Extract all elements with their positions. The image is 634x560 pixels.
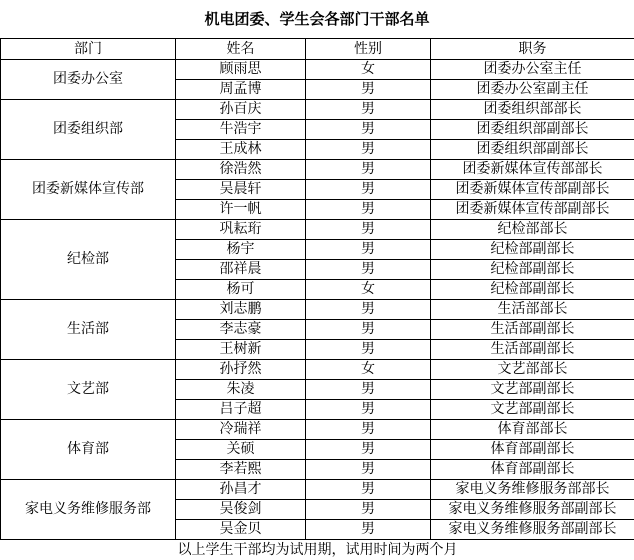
- table-row: [1, 300, 634, 320]
- member-name-cell[interactable]: 王成林: [176, 140, 306, 160]
- sheet-title: 机电团委、学生会各部门干部名单: [204, 10, 430, 28]
- member-name-cell[interactable]: 吴金贝: [176, 520, 306, 540]
- table-row: [1, 480, 634, 500]
- role-cell[interactable]: 团委办公室主任: [431, 60, 634, 80]
- member-name-cell[interactable]: 王树新: [176, 340, 306, 360]
- gender-cell[interactable]: 男: [306, 180, 431, 200]
- gender-cell[interactable]: 男: [306, 140, 431, 160]
- role-cell[interactable]: 体育部副部长: [431, 460, 634, 480]
- department-cell[interactable]: 团委组织部: [1, 100, 176, 160]
- role-cell[interactable]: 团委新媒体宣传部副部长: [431, 180, 634, 200]
- member-name-cell[interactable]: 孙百庆: [176, 100, 306, 120]
- table-row: [1, 60, 634, 80]
- member-name-cell[interactable]: 吴晨轩: [176, 180, 306, 200]
- member-name-cell[interactable]: 孙昌才: [176, 480, 306, 500]
- member-name-cell[interactable]: 吕子超: [176, 400, 306, 420]
- gender-cell[interactable]: 男: [306, 340, 431, 360]
- role-cell[interactable]: 家电义务维修服务部部长: [431, 480, 634, 500]
- gender-cell[interactable]: 男: [306, 120, 431, 140]
- member-name-cell[interactable]: 刘志鹏: [176, 300, 306, 320]
- role-cell[interactable]: 体育部部长: [431, 420, 634, 440]
- header-role[interactable]: 职务: [431, 39, 634, 60]
- table-row: [1, 360, 634, 380]
- gender-cell[interactable]: 女: [306, 60, 431, 80]
- gender-cell[interactable]: 男: [306, 80, 431, 100]
- gender-cell[interactable]: 男: [306, 160, 431, 180]
- member-name-cell[interactable]: 牛浩宇: [176, 120, 306, 140]
- member-name-cell[interactable]: 周孟博: [176, 80, 306, 100]
- gender-cell[interactable]: 男: [306, 200, 431, 220]
- role-cell[interactable]: 文艺部部长: [431, 360, 634, 380]
- role-cell[interactable]: 生活部副部长: [431, 320, 634, 340]
- gender-cell[interactable]: 男: [306, 100, 431, 120]
- gender-cell[interactable]: 男: [306, 300, 431, 320]
- footnote-row: [1, 540, 634, 560]
- role-cell[interactable]: 团委办公室副主任: [431, 80, 634, 100]
- footnote: 以上学生干部均为试用期，试用时间为两个月: [1, 540, 634, 560]
- member-name-cell[interactable]: 李志豪: [176, 320, 306, 340]
- gender-cell[interactable]: 男: [306, 260, 431, 280]
- member-name-cell[interactable]: 徐浩然: [176, 160, 306, 180]
- role-cell[interactable]: 文艺部副部长: [431, 380, 634, 400]
- role-cell[interactable]: 团委新媒体宣传部副部长: [431, 200, 634, 220]
- table-row: [1, 420, 634, 440]
- department-cell[interactable]: 团委办公室: [1, 60, 176, 100]
- table-row: [1, 220, 634, 240]
- gender-cell[interactable]: 男: [306, 400, 431, 420]
- gender-cell[interactable]: 男: [306, 380, 431, 400]
- role-cell[interactable]: 家电义务维修服务部副部长: [431, 520, 634, 540]
- department-cell[interactable]: 纪检部: [1, 220, 176, 300]
- header-row: [1, 39, 634, 60]
- member-name-cell[interactable]: 朱凌: [176, 380, 306, 400]
- role-cell[interactable]: 团委组织部部长: [431, 100, 634, 120]
- gender-cell[interactable]: 男: [306, 240, 431, 260]
- role-cell[interactable]: 团委新媒体宣传部部长: [431, 160, 634, 180]
- gender-cell[interactable]: 男: [306, 440, 431, 460]
- table-row: [1, 100, 634, 120]
- gender-cell[interactable]: 男: [306, 520, 431, 540]
- department-cell[interactable]: 家电义务维修服务部: [1, 480, 176, 540]
- role-cell[interactable]: 团委组织部副部长: [431, 120, 634, 140]
- department-cell[interactable]: 文艺部: [1, 360, 176, 420]
- role-cell[interactable]: 纪检部副部长: [431, 260, 634, 280]
- member-name-cell[interactable]: 李若熙: [176, 460, 306, 480]
- member-name-cell[interactable]: 冷瑞祥: [176, 420, 306, 440]
- gender-cell[interactable]: 男: [306, 460, 431, 480]
- member-name-cell[interactable]: 关硕: [176, 440, 306, 460]
- header-gender[interactable]: 性别: [306, 39, 431, 60]
- role-cell[interactable]: 体育部副部长: [431, 440, 634, 460]
- role-cell[interactable]: 纪检部副部长: [431, 240, 634, 260]
- gender-cell[interactable]: 女: [306, 280, 431, 300]
- member-name-cell[interactable]: 杨宇: [176, 240, 306, 260]
- department-cell[interactable]: 生活部: [1, 300, 176, 360]
- member-name-cell[interactable]: 吴俊剑: [176, 500, 306, 520]
- gender-cell[interactable]: 男: [306, 220, 431, 240]
- role-cell[interactable]: 纪检部副部长: [431, 280, 634, 300]
- member-name-cell[interactable]: 许一帆: [176, 200, 306, 220]
- table-row: [1, 160, 634, 180]
- member-name-cell[interactable]: 孙抒然: [176, 360, 306, 380]
- member-name-cell[interactable]: 杨可: [176, 280, 306, 300]
- member-name-cell[interactable]: 邵祥晨: [176, 260, 306, 280]
- department-cell[interactable]: 体育部: [1, 420, 176, 480]
- gender-cell[interactable]: 男: [306, 420, 431, 440]
- member-name-cell[interactable]: 巩耘珩: [176, 220, 306, 240]
- role-cell[interactable]: 家电义务维修服务部副部长: [431, 500, 634, 520]
- member-name-cell[interactable]: 顾雨思: [176, 60, 306, 80]
- role-cell[interactable]: 文艺部副部长: [431, 400, 634, 420]
- gender-cell[interactable]: 男: [306, 500, 431, 520]
- header-department[interactable]: 部门: [1, 39, 176, 60]
- gender-cell[interactable]: 女: [306, 360, 431, 380]
- gender-cell[interactable]: 男: [306, 320, 431, 340]
- role-cell[interactable]: 生活部部长: [431, 300, 634, 320]
- role-cell[interactable]: 团委组织部副部长: [431, 140, 634, 160]
- role-cell[interactable]: 纪检部部长: [431, 220, 634, 240]
- gender-cell[interactable]: 男: [306, 480, 431, 500]
- role-cell[interactable]: 生活部副部长: [431, 340, 634, 360]
- cadre-table: [0, 38, 634, 560]
- header-name[interactable]: 姓名: [176, 39, 306, 60]
- department-cell[interactable]: 团委新媒体宣传部: [1, 160, 176, 220]
- table-body: [1, 60, 634, 540]
